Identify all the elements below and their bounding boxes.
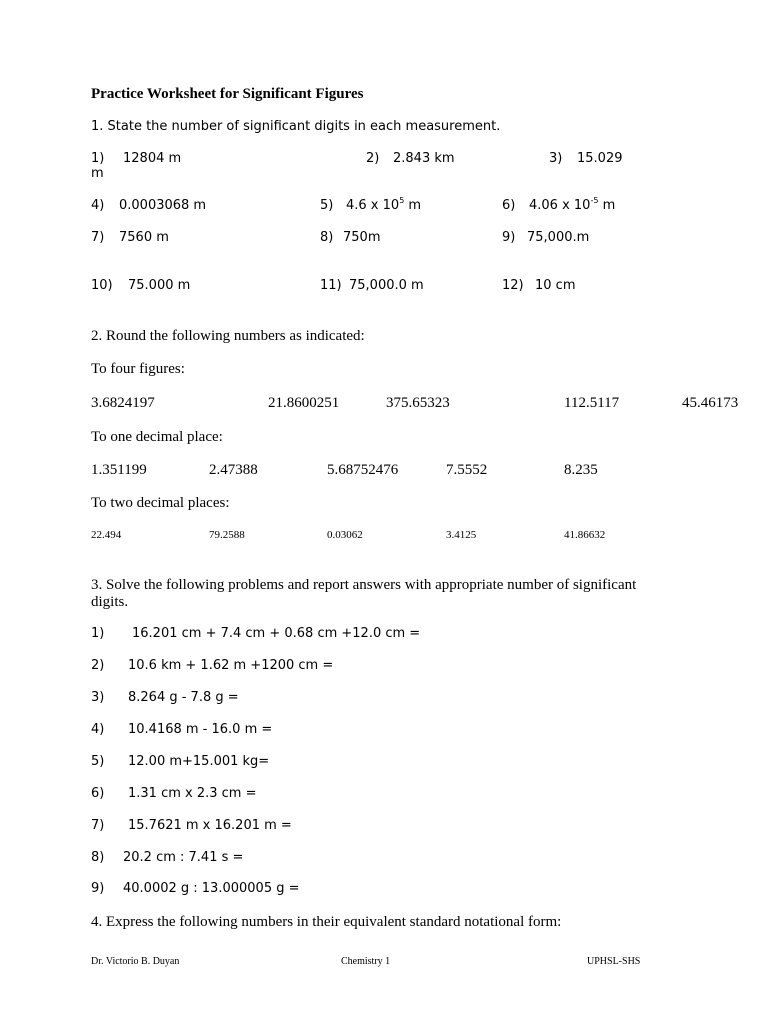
s1-item-text: 750m <box>343 230 381 245</box>
round-one-value: 8.235 <box>564 462 598 478</box>
s1-item-num: 11) <box>320 278 342 293</box>
round-two-value: 41.86632 <box>564 529 606 541</box>
s1-item-text: 75,000.m <box>527 230 590 245</box>
footer-school: UPHSL-SHS <box>587 956 641 967</box>
footer-author: Dr. Victorio B. Duyan <box>91 956 180 967</box>
problem-text: 15.7621 m x 16.201 m = <box>128 818 292 833</box>
problem-text: 8.264 g - 7.8 g = <box>128 690 239 705</box>
problem-text: 16.201 cm + 7.4 cm + 0.68 cm +12.0 cm = <box>132 626 421 641</box>
problem-num: 2) <box>91 658 105 673</box>
problem-num: 9) <box>91 881 105 896</box>
section3-heading-line1: 3. Solve the following problems and report answers with appropriate number of significant <box>91 577 637 593</box>
s1-item-text: m <box>91 166 104 181</box>
s1-item-text: 10 cm <box>535 278 576 293</box>
s1-item-sci: 4.6 x $10^5$ m <box>346 196 422 213</box>
problem-num: 7) <box>91 818 105 833</box>
s1-item-text: 0.0003068 m <box>119 198 207 213</box>
round-four-value: 3.6824197 <box>91 395 155 411</box>
round-four-value: 375.65323 <box>386 395 450 411</box>
round-one-value: 7.5552 <box>446 462 488 478</box>
s1-item-text: 75,000.0 m <box>349 278 424 293</box>
problem-text: 10.4168 m - 16.0 m = <box>128 722 273 737</box>
round-one-label: To one decimal place: <box>91 429 223 445</box>
s1-item-num: 5) <box>320 198 334 213</box>
problem-text: 12.00 m+15.001 kg= <box>128 754 270 769</box>
s1-item-text: 75.000 m <box>128 278 191 293</box>
round-two-value: 3.4125 <box>446 529 477 541</box>
s1-item-text: 12804 m <box>123 151 182 166</box>
section3-heading-line2: digits. <box>91 594 129 610</box>
round-two-value: 22.494 <box>91 529 122 541</box>
problem-num: 5) <box>91 754 105 769</box>
problem-text: 1.31 cm x 2.3 cm = <box>128 786 257 801</box>
round-four-label: To four figures: <box>91 361 185 377</box>
problem-num: 1) <box>91 626 105 641</box>
problem-num: 3) <box>91 690 105 705</box>
section4-heading: 4. Express the following numbers in their equivalent standard notational form: <box>91 914 562 930</box>
round-one-value: 2.47388 <box>209 462 258 478</box>
s1-item-text: 15.029 <box>577 151 623 166</box>
round-two-value: 79.2588 <box>209 529 245 541</box>
s1-item-text: 2.843 km <box>393 151 455 166</box>
footer-subject: Chemistry 1 <box>341 956 391 967</box>
problem-text: 20.2 cm : 7.41 s = <box>123 850 244 865</box>
round-four-value: 21.8600251 <box>268 395 340 411</box>
s1-item-num: 4) <box>91 198 105 213</box>
s1-item-text: 7560 m <box>119 230 169 245</box>
round-four-value: 45.46173 <box>682 395 739 411</box>
s1-item-num: 9) <box>502 230 516 245</box>
s1-item-num: 3) <box>549 151 563 166</box>
s1-item-num: 12) <box>502 278 524 293</box>
s1-item-num: 8) <box>320 230 334 245</box>
s1-item-num: 10) <box>91 278 113 293</box>
round-one-value: 5.68752476 <box>327 462 399 478</box>
s1-item-sci: 4.06 x $10^{-5}$ m <box>529 196 616 213</box>
s1-item-num: 2) <box>366 151 380 166</box>
problem-num: 4) <box>91 722 105 737</box>
s1-item-num: 7) <box>91 230 105 245</box>
round-two-label: To two decimal places: <box>91 495 230 511</box>
s1-item-num: 1) <box>91 151 105 166</box>
section2-heading: 2. Round the following numbers as indicated: <box>91 328 365 344</box>
round-four-value: 112.5117 <box>564 395 620 411</box>
problem-text: 10.6 km + 1.62 m +1200 cm = <box>128 658 334 673</box>
section1-heading: 1. State the number of significant digits in each measurement. <box>91 119 501 134</box>
page-title: Practice Worksheet for Significant Figures <box>91 86 364 102</box>
round-one-value: 1.351199 <box>91 462 147 478</box>
problem-text: 40.0002 g : 13.000005 g = <box>123 881 300 896</box>
round-two-value: 0.03062 <box>327 529 363 541</box>
s1-item-num: 6) <box>502 198 516 213</box>
problem-num: 6) <box>91 786 105 801</box>
problem-num: 8) <box>91 850 105 865</box>
